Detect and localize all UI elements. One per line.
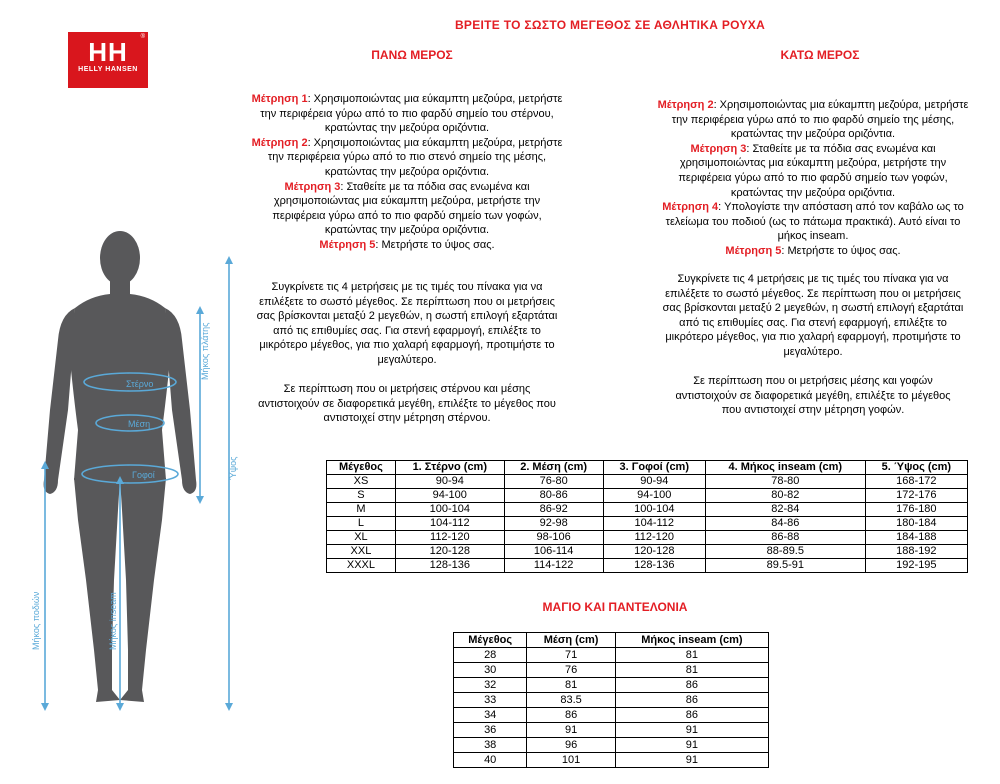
- chest-label: Στέρνο: [126, 379, 154, 389]
- table-cell: 192-195: [865, 559, 967, 573]
- table-cell: 106-114: [504, 545, 603, 559]
- table-cell: 80-82: [705, 489, 865, 503]
- table-cell: 91: [615, 753, 768, 768]
- table-cell: 40: [454, 753, 527, 768]
- logo-mark: HH: [88, 37, 128, 67]
- table-cell: XXXL: [327, 559, 396, 573]
- table-cell: 91: [615, 738, 768, 753]
- table-row: [327, 545, 968, 559]
- table-cell: 100-104: [395, 503, 504, 517]
- table-cell: 86: [615, 693, 768, 708]
- col-header: Μέγεθος: [454, 633, 527, 648]
- col-header: 4. Μήκος inseam (cm): [705, 461, 865, 475]
- upper-m5-text: : Μετρήστε το ύψος σας.: [375, 238, 495, 251]
- lower-m5-label: Μέτρηση 5: [725, 244, 782, 257]
- inseam-length-label: Μήκος inseam: [108, 592, 118, 650]
- table-cell: XXL: [327, 545, 396, 559]
- table-row: [454, 753, 769, 768]
- table-cell: 76: [527, 663, 615, 678]
- table-cell: 86: [615, 708, 768, 723]
- upper-note: Σε περίπτωση που οι μετρήσεις στέρνου και μέσης αντιστοιχούν σε διαφορετικά μεγέθη, επιλέξτε το μέγεθος που αντιστοιχεί στην μέτρηση στέρνου.: [258, 383, 556, 425]
- table-cell: 114-122: [504, 559, 603, 573]
- table-cell: S: [327, 489, 396, 503]
- table-row: [327, 517, 968, 531]
- waist-label: Μέση: [128, 419, 151, 429]
- table-cell: 76-80: [504, 475, 603, 489]
- table-cell: 30: [454, 663, 527, 678]
- table-cell: 32: [454, 678, 527, 693]
- table-cell: 98-106: [504, 531, 603, 545]
- table-row: [454, 663, 769, 678]
- upper-instructions: [248, 92, 566, 253]
- table-cell: 180-184: [865, 517, 967, 531]
- table-cell: 184-188: [865, 531, 967, 545]
- table-cell: 38: [454, 738, 527, 753]
- table-cell: 96: [527, 738, 615, 753]
- table-cell: 112-120: [603, 531, 705, 545]
- table-cell: 71: [527, 648, 615, 663]
- size-table-header-row: [327, 461, 968, 475]
- height-label: Ύψος: [228, 456, 238, 480]
- table-cell: M: [327, 503, 396, 517]
- trousers-table-title: ΜΑΓΙΟ ΚΑΙ ΠΑΝΤΕΛΟΝΙΑ: [542, 600, 688, 614]
- table-cell: 78-80: [705, 475, 865, 489]
- lower-m2-text: : Χρησιμοποιώντας μια εύκαμπτη μεζούρα, μετρήστε την περιφέρεια γύρω από το πιο φαρδύ σημείο της μέσης, κρατώντας την μεζούρα οριζόντια.: [671, 99, 969, 141]
- table-row: [454, 678, 769, 693]
- table-cell: 86-88: [705, 531, 865, 545]
- upper-m5-label: Μέτρηση 5: [319, 238, 376, 251]
- table-cell: 92-98: [504, 517, 603, 531]
- table-cell: 128-136: [395, 559, 504, 573]
- lower-m2-label: Μέτρηση 2: [657, 99, 714, 111]
- table-row: [327, 503, 968, 517]
- table-cell: XS: [327, 475, 396, 489]
- table-cell: 104-112: [395, 517, 504, 531]
- upper-m1-label: Μέτρηση 1: [251, 93, 308, 105]
- table-row: [454, 738, 769, 753]
- table-cell: 88-89.5: [705, 545, 865, 559]
- lower-m5-text: : Μετρήστε το ύψος σας.: [781, 244, 901, 257]
- table-cell: 176-180: [865, 503, 967, 517]
- lower-m3-label: Μέτρηση 3: [690, 142, 747, 155]
- table-cell: 90-94: [603, 475, 705, 489]
- upper-m3-label: Μέτρηση 3: [284, 180, 341, 193]
- table-row: [454, 693, 769, 708]
- lower-compare: Συγκρίνετε τις 4 μετρήσεις με τις τιμές του πίνακα για να επιλέξετε το σωστό μέγεθος. Σε περίπτωση που οι μετρήσεις σας βρίσκονται μεταξύ 2 μεγεθών, η σωστή επιλογή εξαρτάται από τις επιθυμίες σας. Για στενή εφαρμογή, επιλέξτε το μικρότερο μέγεθος, για πιο χαλαρή εφαρμογή, προτιμήστε το μεγαλύτερο.: [662, 273, 964, 358]
- col-header: Μήκος inseam (cm): [615, 633, 768, 648]
- leg-length-label: Μήκος ποδιών: [31, 591, 41, 650]
- col-header: 2. Μέση (cm): [504, 461, 603, 475]
- table-cell: 188-192: [865, 545, 967, 559]
- table-cell: 86: [615, 678, 768, 693]
- table-cell: 81: [615, 663, 768, 678]
- table-cell: L: [327, 517, 396, 531]
- upper-m2-text: : Χρησιμοποιώντας μια εύκαμπτη μεζούρα, μετρήστε την περιφέρεια γύρω από το πιο στενό σημείο της μέσης, κρατώντας την μεζούρα οριζόντια.: [267, 136, 563, 178]
- upper-m3-text: : Σταθείτε με τα πόδια σας ενωμένα και χρησιμοποιώντας μια εύκαμπτη μεζούρα, μετρήστε την περιφέρεια γύρω από το πιο φαρδύ σημείο των γοφών, κρατώντας την μεζούρα οριζόντια.: [272, 180, 542, 237]
- table-cell: 104-112: [603, 517, 705, 531]
- logo-brand: HELLY HANSEN: [78, 66, 138, 73]
- table-cell: 82-84: [705, 503, 865, 517]
- table-cell: 172-176: [865, 489, 967, 503]
- table-cell: 33: [454, 693, 527, 708]
- table-cell: 120-128: [603, 545, 705, 559]
- table-cell: 90-94: [395, 475, 504, 489]
- upper-m2-label: Μέτρηση 2: [251, 136, 308, 149]
- lower-m4-label: Μέτρηση 4: [662, 201, 719, 214]
- hips-label: Γοφοί: [132, 470, 155, 480]
- helly-hansen-logo: [68, 32, 148, 88]
- upper-compare: Συγκρίνετε τις 4 μετρήσεις με τις τιμές του πίνακα για να επιλέξετε το σωστό μέγεθος. Σε περίπτωση που οι μετρήσεις σας βρίσκονται μεταξύ 2 μεγεθών, η σωστή επιλογή εξαρτάται από τις επιθυμίες σας. Για στενή εφαρμογή, επιλέξτε το μικρότερο μέγεθος, για πιο χαλαρή εφαρμογή, προτιμήστε το μεγαλύτερο.: [256, 281, 558, 366]
- table-cell: 34: [454, 708, 527, 723]
- lower-instructions: [656, 98, 970, 259]
- table-cell: 84-86: [705, 517, 865, 531]
- table-cell: 128-136: [603, 559, 705, 573]
- table-cell: 100-104: [603, 503, 705, 517]
- table-row: [454, 708, 769, 723]
- table-cell: XL: [327, 531, 396, 545]
- table-cell: 112-120: [395, 531, 504, 545]
- trousers-table-header-row: [454, 633, 769, 648]
- upper-heading: ΠΑΝΩ ΜΕΡΟΣ: [371, 48, 453, 62]
- lower-m4-text: : Υπολογίστε την απόσταση από τον καβάλο ως το τελείωμα του ποδιού (ως το πάτωμα πρακτικά). Αυτό είναι το μήκος inseam.: [665, 201, 964, 243]
- registered-mark: ®: [140, 34, 145, 40]
- table-cell: 101: [527, 753, 615, 768]
- col-header: 3. Γοφοί (cm): [603, 461, 705, 475]
- trousers-size-table: [453, 632, 769, 768]
- table-cell: 91: [527, 723, 615, 738]
- table-row: [327, 475, 968, 489]
- upper-m1-text: : Χρησιμοποιώντας μια εύκαμπτη μεζούρα, μετρήστε την περιφέρεια γύρω από το πιο φαρδύ σημείο του στέρνου, κρατώντας την μεζούρα οριζόντια.: [260, 93, 563, 135]
- table-cell: 36: [454, 723, 527, 738]
- table-row: [454, 648, 769, 663]
- col-header: Μέση (cm): [527, 633, 615, 648]
- table-row: [327, 559, 968, 573]
- table-row: [327, 531, 968, 545]
- table-cell: 81: [615, 648, 768, 663]
- table-cell: 94-100: [395, 489, 504, 503]
- table-cell: 94-100: [603, 489, 705, 503]
- table-cell: 86: [527, 708, 615, 723]
- table-row: [327, 489, 968, 503]
- table-cell: 89.5-91: [705, 559, 865, 573]
- table-cell: 83.5: [527, 693, 615, 708]
- col-header: 5. Ύψος (cm): [865, 461, 967, 475]
- back-length-label: Μήκος πλάτης: [200, 322, 210, 380]
- table-row: [454, 723, 769, 738]
- table-cell: 80-86: [504, 489, 603, 503]
- body-measurement-figure: [20, 230, 250, 730]
- size-table: [326, 460, 968, 573]
- table-cell: 91: [615, 723, 768, 738]
- lower-heading: ΚΑΤΩ ΜΕΡΟΣ: [780, 48, 860, 62]
- table-cell: 120-128: [395, 545, 504, 559]
- table-cell: 168-172: [865, 475, 967, 489]
- col-header: Μέγεθος: [327, 461, 396, 475]
- table-cell: 81: [527, 678, 615, 693]
- table-cell: 86-92: [504, 503, 603, 517]
- col-header: 1. Στέρνο (cm): [395, 461, 504, 475]
- lower-m3-text: : Σταθείτε με τα πόδια σας ενωμένα και χρησιμοποιώντας μια εύκαμπτη μεζούρα, μετρήστε την περιφέρεια γύρω από το πιο φαρδύ σημείο των γοφών, κρατώντας την μεζούρα οριζόντια.: [678, 142, 948, 199]
- lower-note: Σε περίπτωση που οι μετρήσεις μέσης και γοφών αντιστοιχούν σε διαφορετικά μεγέθη, επιλέξτε το μέγεθος που αντιστοιχεί στην μέτρηση γοφών.: [675, 375, 951, 417]
- table-cell: 28: [454, 648, 527, 663]
- page-title: ΒΡΕΙΤΕ ΤΟ ΣΩΣΤΟ ΜΕΓΕΘΟΣ ΣΕ ΑΘΛΗΤΙΚΑ ΡΟΥΧΑ: [454, 18, 766, 32]
